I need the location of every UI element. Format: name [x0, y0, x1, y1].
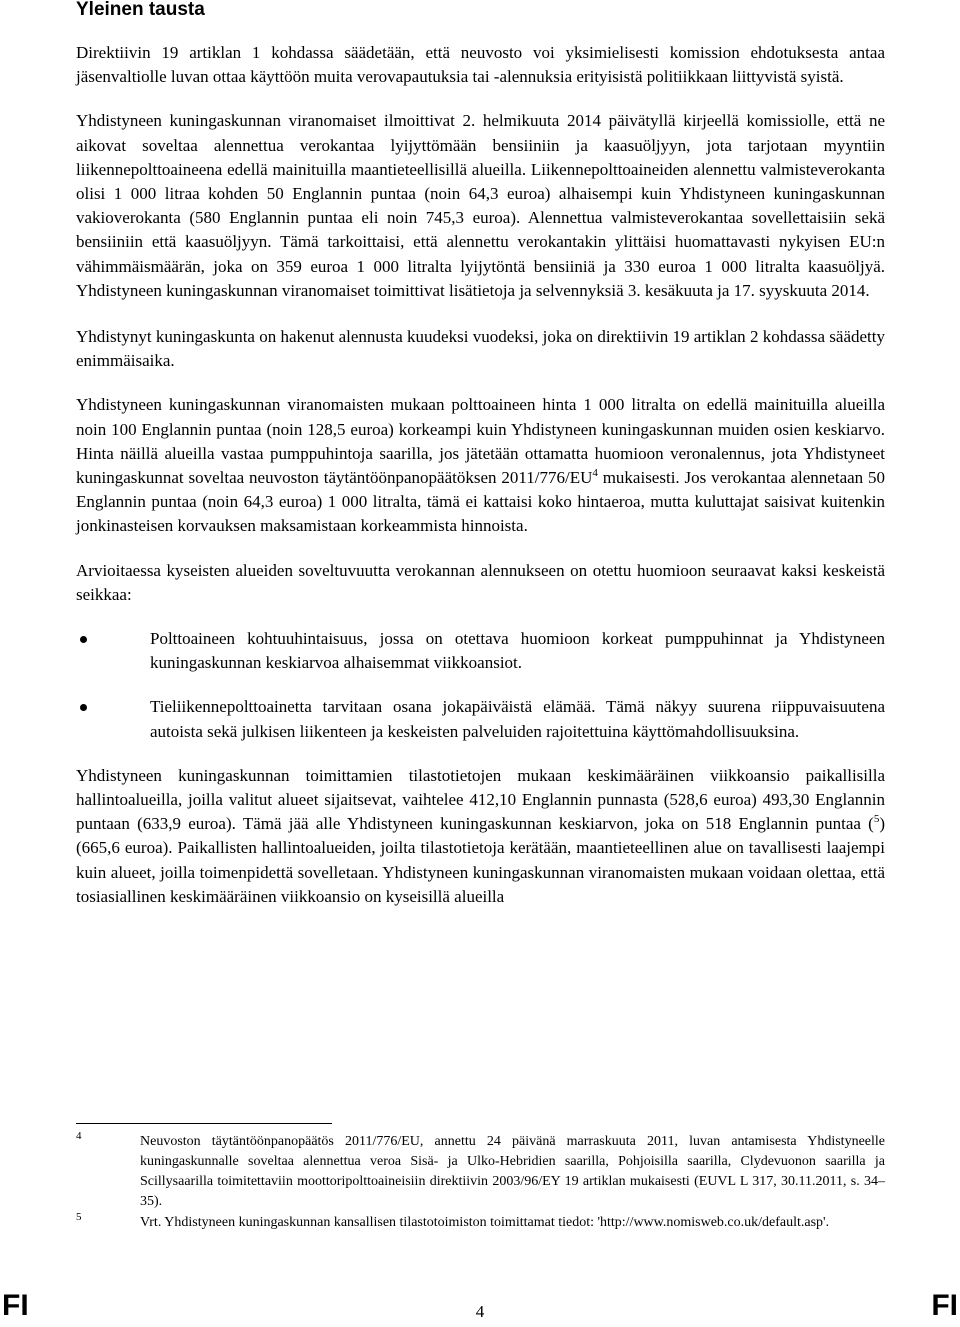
list-item-text: Polttoaineen kohtuuhintaisuus, jossa on otettava huomioon korkeat pumppuhinnat ja Yhdistyneen kuningaskunnan keskiarvoa alhaisemmat viikkoansiot.	[150, 629, 885, 673]
footnote-4	[76, 1132, 885, 1212]
footnote-separator	[76, 1123, 332, 1124]
list-item	[76, 695, 885, 743]
paragraph-weekly-earnings	[76, 764, 885, 909]
list-item	[76, 627, 885, 675]
footnote-text: Neuvoston täytäntöönpanopäätös 2011/776/EU, annettu 24 päivänä marraskuuta 2011, luvan antamisesta Yhdistyneelle kuningaskunnalle soveltaa alennettua veroa Sisä- ja Ulko-Hebridien saarilla, Pohjoisilla saarilla, Clydevuonon saarilla ja Scillysaarilla toimitettaviin moottoripolttoaineisiin direktiivin 2003/96/EY 19 artiklan mukaisesti (EUVL L 317, 30.11.2011, s. 34–35).	[140, 1134, 885, 1209]
paragraph-fuel-prices	[76, 393, 885, 538]
document-body	[76, 41, 885, 929]
footer-language-left: FI	[2, 1289, 29, 1322]
footnote-number: 4	[76, 1130, 82, 1142]
paragraph-legal-basis: Direktiivin 19 artiklan 1 kohdassa säädetään, että neuvosto voi yksimielisesti komission ehdotuksesta antaa jäsenvaltiolle luvan ottaa käyttöön muita verovapautuksia tai -alennuksia erityisistä politiikkaan liittyvistä syistä.	[76, 43, 885, 87]
paragraph-uk-request: Yhdistyneen kuningaskunnan viranomaiset ilmoittivat 2. helmikuuta 2014 päivätyllä kirjeellä komissiolle, että ne aikovat soveltaa alennettua verokantaa lyijyttömään bensiiniin ja kaasuöljyyn, jota tarjotaan myyntiin liikennepolttoaineena edellä mainituilla maantieteellisillä alueilla. Liikennepolttoaineiden alennettu valmisteverokanta olisi 1 000 litraa kohden 50 Englannin puntaa (noin 64,3 euroa) alhaisempi kuin Yhdistyneen kuningaskunnan vakioverokanta (580 Englannin puntaa eli noin 745,3 euroa). Alennettua valmisteverokantaa sovellettaisiin sekä bensiiniin että kaasuöljyyn. Tämä tarkoittaisi, että alennettu verokantakin ylittäisi huomattavasti nykyisen EU:n vähimmäismäärän, joka on 359 euroa 1 000 litralta lyijytöntä bensiiniä ja 330 euroa 1 000 litralta kaasuöljyä. Yhdistyneen kuningaskunnan viranomaiset toimittivat lisätietoja ja selvennyksiä 3. kesäkuuta ja 17. syyskuuta 2014.	[76, 111, 885, 300]
paragraph-duration: Yhdistynyt kuningaskunta on hakenut alennusta kuudeksi vuodeksi, joka on direktiivin 19 artiklan 2 kohdassa säädetty enimmäisaika.	[76, 327, 885, 371]
footnote-ref-5[interactable]: 5	[873, 813, 880, 826]
paragraph-fuel-prices-text-cont: mukaisesti. Jos verokantaa alennetaan 50 Englannin puntaa (noin 64,3 euroa) 1 000 litralta, tämä ei kattaisi koko hintaeroa, mutta kuluttajat saisivat kuitenkin jonkinasteisen korvauksen maksamistaan korkeammista hinnoista.	[76, 468, 885, 536]
paragraph-weekly-earnings-text-cont: ) (665,6 euroa). Paikallisten hallintoalueiden, joilta tilastotietoja kerätään, maantieteellinen alue on tavallisesti laajempi kuin alueet, joilla toimenpidettä sovelletaan. Yhdistyneen kuningaskunnan viranomaisten mukaan voidaan olettaa, että tosiasiallinen keskimääräinen viikkoansio on kyseisillä alueilla	[76, 814, 885, 906]
paragraph-fuel-prices-text: Yhdistyneen kuningaskunnan viranomaisten mukaan polttoaineen hinta 1 000 litralta on edellä mainituilla alueilla noin 100 Englannin puntaa (noin 128,5 euroa) korkeampi kuin Yhdistyneen kuningaskunnan muiden osien keskiarvo. Hinta näillä alueilla vastaa pumppuhintoja saarilla, jos jätetään ottamatta huomioon veronalennus, jota Yhdistyneet kuningaskunnat soveltaa neuvoston täytäntöönpanopäätöksen 2011/776/EU	[76, 395, 885, 488]
criteria-list	[76, 627, 885, 744]
footer-language-right: FI	[931, 1289, 958, 1322]
list-item-text: Tieliikennepolttoainetta tarvitaan osana jokapäiväistä elämää. Tämä näkyy suurena riippuvaisuutena autoista sekä julkisen liikenteen ja keskeisten palveluiden rajoitettuina käyttömahdollisuuksina.	[150, 697, 885, 741]
footnote-number: 5	[76, 1211, 82, 1223]
bullet-icon	[80, 636, 87, 643]
section-heading: Yleinen tausta	[76, 0, 205, 20]
page-number: 4	[475, 1302, 485, 1321]
footnote-ref-4[interactable]: 4	[592, 467, 598, 480]
bullet-icon	[80, 704, 87, 711]
footnote-text: Vrt. Yhdistyneen kuningaskunnan kansallisen tilastotoimiston toimittamat tiedot: 'http://www.nomisweb.co.uk/default.asp'.	[140, 1215, 830, 1230]
paragraph-assessment-intro: Arvioitaessa kyseisten alueiden soveltuvuutta verokannan alennukseen on otettu huomioon seuraavat kaksi keskeistä seikkaa:	[76, 560, 885, 604]
paragraph-weekly-earnings-text: Yhdistyneen kuningaskunnan toimittamien tilastotietojen mukaan keskimääräinen viikkoansio paikallisilla hallintoalueilla, joilla valitut alueet sijaitsevat, vaihtelee 412,10 Englannin punnasta (528,6 euroa) 493,30 Englannin puntaan (633,9 euroa). Tämä jää alle Yhdistyneen kuningaskunnan keskiarvon, joka on 518 Englannin puntaa (	[76, 765, 885, 834]
footnote-5	[76, 1213, 885, 1233]
